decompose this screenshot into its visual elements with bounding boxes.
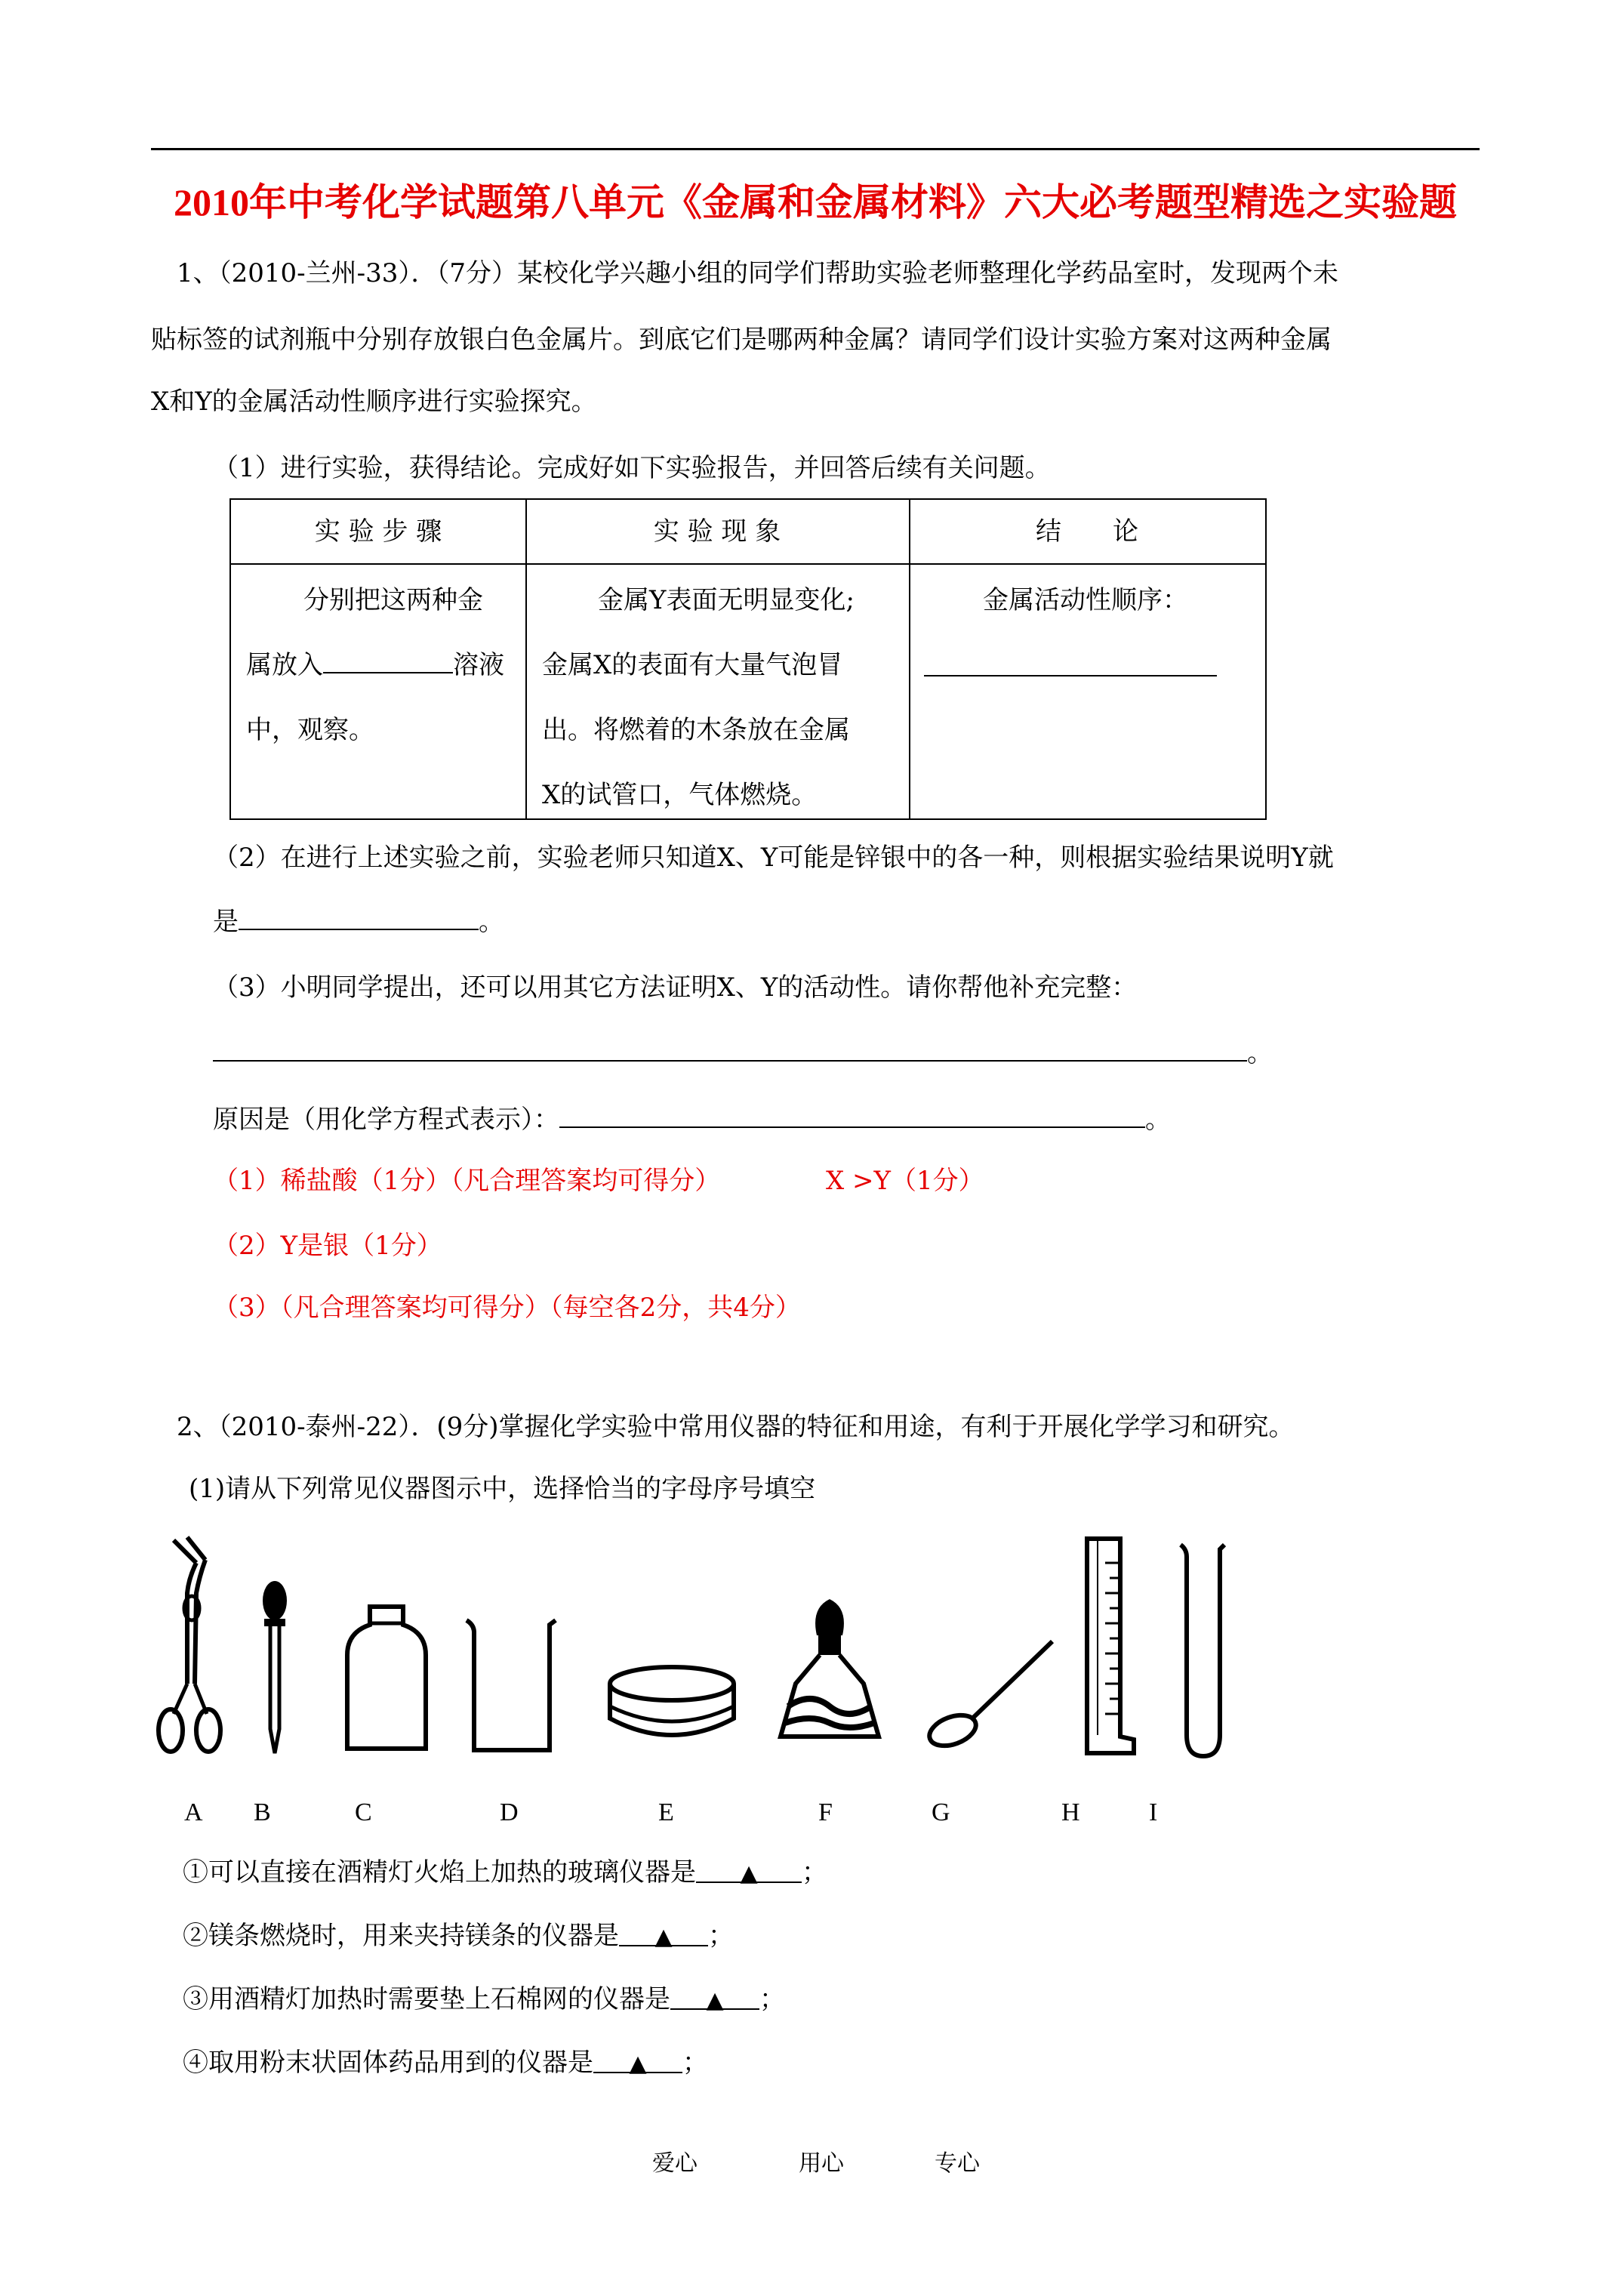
triangle-icon: ▲ bbox=[740, 1860, 758, 1887]
q1-sub-3: （3）小明同学提出，还可以用其它方法证明X、Y的活动性。请你帮他补充完整： bbox=[213, 972, 1138, 1003]
table-header-conclusion: 结 论 bbox=[1036, 516, 1138, 547]
fill-blank-y-metal[interactable] bbox=[239, 905, 479, 930]
table-header-steps: 实 验 步 骤 bbox=[314, 516, 442, 547]
table-phenomenon-text: X的试管口，气体燃烧。 bbox=[542, 780, 818, 810]
table-step-text: 属放入 溶液 bbox=[246, 633, 504, 698]
header-rule bbox=[151, 148, 1480, 150]
q2-item-4: ④取用粉末状固体药品用到的仪器是 ▲ ； bbox=[183, 2048, 708, 2078]
fill-blank-1[interactable] bbox=[696, 1857, 802, 1887]
table-header-phenomena: 实 验 现 象 bbox=[653, 516, 781, 547]
beaker-icon bbox=[462, 1614, 560, 1758]
label-g: G bbox=[932, 1798, 950, 1826]
q1-sub-2: （2）在进行上述实验之前，实验老师只知道X、Y可能是锌银中的各一种，则根据实验结果说明Y就 bbox=[213, 843, 1334, 873]
reagent-bottle-icon bbox=[341, 1602, 432, 1753]
answer-1: （1）稀盐酸（1分）（凡合理答案均可得分） bbox=[213, 1166, 721, 1196]
table-step-text: 分别把这两种金 bbox=[303, 585, 483, 615]
footer-text-2: 用心 bbox=[799, 2150, 844, 2177]
fill-blank-3[interactable] bbox=[670, 1984, 759, 2014]
table-phenomenon-text: 金属Y表面无明显变化; bbox=[598, 585, 855, 615]
footer-text-3: 专心 bbox=[935, 2150, 980, 2177]
label-b: B bbox=[254, 1798, 271, 1826]
petri-dish-icon bbox=[604, 1661, 740, 1752]
fill-blank-method[interactable] bbox=[213, 1036, 1247, 1062]
page-title: 2010年中考化学试题第八单元《金属和金属材料》六大必考题型精选之实验题 bbox=[174, 181, 1457, 223]
q2-item-2: ②镁条燃烧时，用来夹持镁条的仪器是 ▲ ； bbox=[183, 1921, 734, 1951]
triangle-icon: ▲ bbox=[654, 1924, 673, 1950]
label-a: A bbox=[184, 1798, 203, 1826]
q1-reason: 原因是（用化学方程式表示）： 。 bbox=[213, 1102, 1171, 1135]
fill-blank-2[interactable] bbox=[619, 1921, 708, 1950]
q1-line-3: X和Y的金属活动性顺序进行实验探究。 bbox=[151, 387, 597, 417]
q2-item-1: ①可以直接在酒精灯火焰上加热的玻璃仪器是 ▲ ； bbox=[183, 1857, 827, 1888]
q1-sub-2-cont: 是 。 bbox=[213, 905, 504, 937]
fill-blank-activity-order[interactable] bbox=[924, 675, 1217, 676]
fill-blank-equation[interactable] bbox=[559, 1102, 1145, 1128]
answer-2: （2）Y是银（1分） bbox=[213, 1231, 442, 1261]
crucible-tongs-icon bbox=[151, 1533, 226, 1759]
triangle-icon: ▲ bbox=[629, 2051, 647, 2077]
triangle-icon: ▲ bbox=[706, 1987, 724, 2014]
test-tube-icon bbox=[1176, 1537, 1229, 1764]
label-d: D bbox=[500, 1798, 519, 1826]
table-phenomenon-text: 金属X的表面有大量气泡冒 bbox=[542, 650, 843, 680]
fill-blank-4[interactable] bbox=[593, 2048, 682, 2077]
q1-line-1: 1、（2010-兰州-33）．（7分）某校化学兴趣小组的同学们帮助实验老师整理化学药品室时，发现两个未 bbox=[177, 258, 1339, 288]
label-e: E bbox=[658, 1798, 674, 1826]
experiment-table bbox=[229, 498, 1267, 820]
answer-1b: X >Y（1分） bbox=[826, 1166, 984, 1196]
answer-3: （3）（凡合理答案均可得分）（每空各2分，共4分） bbox=[213, 1293, 801, 1323]
spoon-icon bbox=[922, 1637, 1058, 1750]
graduated-cylinder-icon bbox=[1081, 1533, 1141, 1759]
q1-sub-1: （1）进行实验，获得结论。完成好如下实验报告，并回答后续有关问题。 bbox=[213, 453, 1051, 483]
label-c: C bbox=[355, 1798, 372, 1826]
table-conclusion-text: 金属活动性顺序： bbox=[983, 585, 1188, 615]
q2-line-1: 2、（2010-泰州-22）．(9分)掌握化学实验中常用仪器的特征和用途，有利于开展化学学习和研究。 bbox=[177, 1412, 1295, 1442]
alcohol-lamp-icon bbox=[773, 1593, 886, 1752]
dropper-icon bbox=[254, 1578, 299, 1759]
table-step-text: 中，观察。 bbox=[246, 715, 374, 745]
q2-item-3: ③用酒精灯加热时需要垫上石棉网的仪器是 ▲ ； bbox=[183, 1984, 785, 2014]
q1-line-2: 贴标签的试剂瓶中分别存放银白色金属片。到底它们是哪两种金属？请同学们设计实验方案对这两种金属 bbox=[151, 325, 1332, 355]
q2-sub-1: (1)请从下列常见仪器图示中，选择恰当的字母序号填空 bbox=[189, 1474, 816, 1504]
label-f: F bbox=[818, 1798, 833, 1826]
label-h: H bbox=[1061, 1798, 1080, 1826]
table-phenomenon-text: 出。将燃着的木条放在金属 bbox=[542, 715, 850, 745]
footer-text-1: 爱心 bbox=[652, 2150, 698, 2177]
label-i: I bbox=[1149, 1798, 1158, 1826]
fill-blank-solution[interactable] bbox=[323, 648, 453, 673]
q1-sub-3-blank: 。 bbox=[213, 1036, 1273, 1068]
